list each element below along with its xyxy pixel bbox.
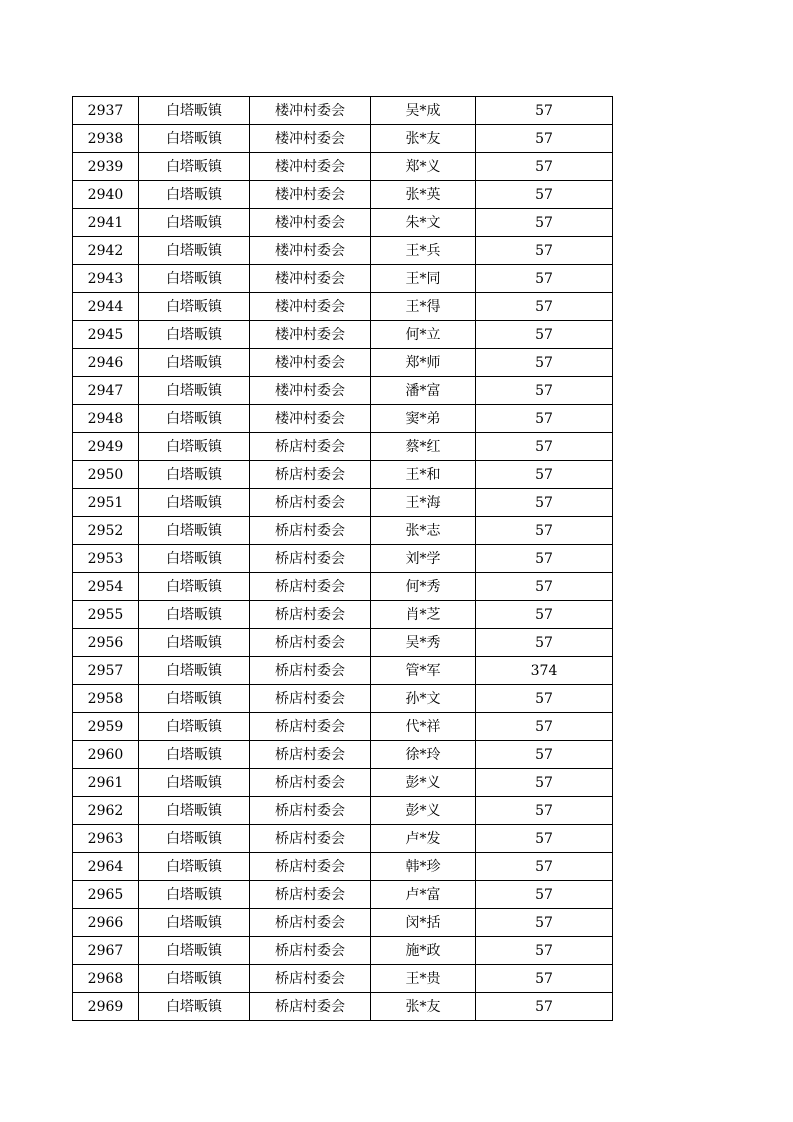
serial-number-cell: 2969 — [73, 993, 139, 1021]
table-row — [73, 937, 613, 965]
amount-cell: 57 — [476, 601, 613, 629]
table-row — [73, 461, 613, 489]
town-cell: 白塔畈镇 — [139, 489, 250, 517]
town-cell: 白塔畈镇 — [139, 265, 250, 293]
village-committee-cell: 桥店村委会 — [250, 881, 371, 909]
person-name-cell: 潘*富 — [371, 377, 476, 405]
person-name-cell: 管*军 — [371, 657, 476, 685]
serial-number-cell: 2959 — [73, 713, 139, 741]
table-row — [73, 237, 613, 265]
amount-cell: 57 — [476, 153, 613, 181]
village-committee-cell: 楼冲村委会 — [250, 97, 371, 125]
town-cell: 白塔畈镇 — [139, 937, 250, 965]
amount-cell: 57 — [476, 181, 613, 209]
table-row — [73, 209, 613, 237]
village-committee-cell: 桥店村委会 — [250, 741, 371, 769]
serial-number-cell: 2957 — [73, 657, 139, 685]
table-row — [73, 993, 613, 1021]
person-name-cell: 王*贵 — [371, 965, 476, 993]
town-cell: 白塔畈镇 — [139, 601, 250, 629]
amount-cell: 57 — [476, 685, 613, 713]
table-row — [73, 825, 613, 853]
serial-number-cell: 2956 — [73, 629, 139, 657]
town-cell: 白塔畈镇 — [139, 293, 250, 321]
table-row — [73, 965, 613, 993]
serial-number-cell: 2939 — [73, 153, 139, 181]
town-cell: 白塔畈镇 — [139, 237, 250, 265]
town-cell: 白塔畈镇 — [139, 685, 250, 713]
village-committee-cell: 楼冲村委会 — [250, 349, 371, 377]
serial-number-cell: 2963 — [73, 825, 139, 853]
serial-number-cell: 2958 — [73, 685, 139, 713]
serial-number-cell: 2950 — [73, 461, 139, 489]
town-cell: 白塔畈镇 — [139, 153, 250, 181]
person-name-cell: 王*兵 — [371, 237, 476, 265]
village-committee-cell: 桥店村委会 — [250, 461, 371, 489]
person-name-cell: 卢*发 — [371, 825, 476, 853]
serial-number-cell: 2961 — [73, 769, 139, 797]
village-committee-cell: 楼冲村委会 — [250, 321, 371, 349]
table-row — [73, 377, 613, 405]
amount-cell: 57 — [476, 237, 613, 265]
table-row — [73, 741, 613, 769]
serial-number-cell: 2966 — [73, 909, 139, 937]
person-name-cell: 朱*文 — [371, 209, 476, 237]
amount-cell: 57 — [476, 853, 613, 881]
serial-number-cell: 2949 — [73, 433, 139, 461]
town-cell: 白塔畈镇 — [139, 741, 250, 769]
village-committee-cell: 楼冲村委会 — [250, 237, 371, 265]
serial-number-cell: 2964 — [73, 853, 139, 881]
serial-number-cell: 2941 — [73, 209, 139, 237]
person-name-cell: 王*和 — [371, 461, 476, 489]
town-cell: 白塔畈镇 — [139, 517, 250, 545]
amount-cell: 57 — [476, 629, 613, 657]
village-committee-cell: 楼冲村委会 — [250, 265, 371, 293]
town-cell: 白塔畈镇 — [139, 321, 250, 349]
village-committee-cell: 桥店村委会 — [250, 489, 371, 517]
person-name-cell: 韩*珍 — [371, 853, 476, 881]
town-cell: 白塔畈镇 — [139, 657, 250, 685]
serial-number-cell: 2965 — [73, 881, 139, 909]
serial-number-cell: 2954 — [73, 573, 139, 601]
person-name-cell: 吴*秀 — [371, 629, 476, 657]
village-committee-cell: 桥店村委会 — [250, 517, 371, 545]
town-cell: 白塔畈镇 — [139, 125, 250, 153]
amount-cell: 374 — [476, 657, 613, 685]
serial-number-cell: 2944 — [73, 293, 139, 321]
person-name-cell: 施*政 — [371, 937, 476, 965]
person-name-cell: 彭*义 — [371, 797, 476, 825]
town-cell: 白塔畈镇 — [139, 881, 250, 909]
table-row — [73, 153, 613, 181]
amount-cell: 57 — [476, 433, 613, 461]
village-committee-cell: 桥店村委会 — [250, 797, 371, 825]
serial-number-cell: 2962 — [73, 797, 139, 825]
village-committee-cell: 桥店村委会 — [250, 909, 371, 937]
table-row — [73, 573, 613, 601]
town-cell: 白塔畈镇 — [139, 349, 250, 377]
table-row — [73, 489, 613, 517]
amount-cell: 57 — [476, 321, 613, 349]
roster-table-body — [73, 97, 613, 1021]
amount-cell: 57 — [476, 797, 613, 825]
person-name-cell: 徐*玲 — [371, 741, 476, 769]
person-name-cell: 孙*文 — [371, 685, 476, 713]
village-committee-cell: 楼冲村委会 — [250, 125, 371, 153]
serial-number-cell: 2953 — [73, 545, 139, 573]
town-cell: 白塔畈镇 — [139, 629, 250, 657]
amount-cell: 57 — [476, 265, 613, 293]
village-committee-cell: 桥店村委会 — [250, 853, 371, 881]
amount-cell: 57 — [476, 489, 613, 517]
table-row — [73, 657, 613, 685]
town-cell: 白塔畈镇 — [139, 853, 250, 881]
person-name-cell: 王*同 — [371, 265, 476, 293]
amount-cell: 57 — [476, 741, 613, 769]
amount-cell: 57 — [476, 769, 613, 797]
town-cell: 白塔畈镇 — [139, 405, 250, 433]
amount-cell: 57 — [476, 517, 613, 545]
table-row — [73, 713, 613, 741]
village-committee-cell: 桥店村委会 — [250, 601, 371, 629]
amount-cell: 57 — [476, 461, 613, 489]
table-row — [73, 881, 613, 909]
person-name-cell: 卢*富 — [371, 881, 476, 909]
amount-cell: 57 — [476, 993, 613, 1021]
town-cell: 白塔畈镇 — [139, 97, 250, 125]
amount-cell: 57 — [476, 377, 613, 405]
person-name-cell: 吴*成 — [371, 97, 476, 125]
serial-number-cell: 2951 — [73, 489, 139, 517]
table-row — [73, 125, 613, 153]
table-row — [73, 853, 613, 881]
village-committee-cell: 楼冲村委会 — [250, 181, 371, 209]
village-committee-cell: 楼冲村委会 — [250, 405, 371, 433]
village-committee-cell: 桥店村委会 — [250, 657, 371, 685]
person-name-cell: 郑*义 — [371, 153, 476, 181]
table-row — [73, 405, 613, 433]
serial-number-cell: 2968 — [73, 965, 139, 993]
town-cell: 白塔畈镇 — [139, 909, 250, 937]
person-name-cell: 彭*义 — [371, 769, 476, 797]
table-row — [73, 545, 613, 573]
village-committee-cell: 楼冲村委会 — [250, 153, 371, 181]
table-row — [73, 629, 613, 657]
person-name-cell: 王*得 — [371, 293, 476, 321]
serial-number-cell: 2942 — [73, 237, 139, 265]
town-cell: 白塔畈镇 — [139, 209, 250, 237]
amount-cell: 57 — [476, 349, 613, 377]
amount-cell: 57 — [476, 937, 613, 965]
person-name-cell: 窦*弟 — [371, 405, 476, 433]
village-committee-cell: 桥店村委会 — [250, 713, 371, 741]
table-row — [73, 321, 613, 349]
town-cell: 白塔畈镇 — [139, 433, 250, 461]
village-committee-cell: 桥店村委会 — [250, 433, 371, 461]
village-committee-cell: 桥店村委会 — [250, 993, 371, 1021]
town-cell: 白塔畈镇 — [139, 461, 250, 489]
person-name-cell: 张*英 — [371, 181, 476, 209]
person-name-cell: 何*立 — [371, 321, 476, 349]
serial-number-cell: 2938 — [73, 125, 139, 153]
serial-number-cell: 2952 — [73, 517, 139, 545]
person-name-cell: 张*友 — [371, 993, 476, 1021]
serial-number-cell: 2947 — [73, 377, 139, 405]
table-row — [73, 769, 613, 797]
table-row — [73, 517, 613, 545]
serial-number-cell: 2960 — [73, 741, 139, 769]
amount-cell: 57 — [476, 965, 613, 993]
table-row — [73, 97, 613, 125]
person-name-cell: 闵*括 — [371, 909, 476, 937]
person-name-cell: 何*秀 — [371, 573, 476, 601]
amount-cell: 57 — [476, 881, 613, 909]
table-row — [73, 797, 613, 825]
village-committee-cell: 桥店村委会 — [250, 545, 371, 573]
town-cell: 白塔畈镇 — [139, 965, 250, 993]
amount-cell: 57 — [476, 293, 613, 321]
amount-cell: 57 — [476, 545, 613, 573]
serial-number-cell: 2940 — [73, 181, 139, 209]
town-cell: 白塔畈镇 — [139, 797, 250, 825]
person-name-cell: 郑*师 — [371, 349, 476, 377]
town-cell: 白塔畈镇 — [139, 377, 250, 405]
amount-cell: 57 — [476, 125, 613, 153]
person-name-cell: 蔡*红 — [371, 433, 476, 461]
town-cell: 白塔畈镇 — [139, 993, 250, 1021]
village-committee-cell: 桥店村委会 — [250, 769, 371, 797]
village-committee-cell: 桥店村委会 — [250, 965, 371, 993]
town-cell: 白塔畈镇 — [139, 181, 250, 209]
table-row — [73, 909, 613, 937]
table-row — [73, 433, 613, 461]
person-name-cell: 肖*芝 — [371, 601, 476, 629]
village-committee-cell: 楼冲村委会 — [250, 377, 371, 405]
person-name-cell: 刘*学 — [371, 545, 476, 573]
serial-number-cell: 2955 — [73, 601, 139, 629]
village-committee-cell: 楼冲村委会 — [250, 209, 371, 237]
table-row — [73, 349, 613, 377]
amount-cell: 57 — [476, 825, 613, 853]
table-row — [73, 601, 613, 629]
amount-cell: 57 — [476, 209, 613, 237]
roster-table — [72, 96, 613, 1021]
serial-number-cell: 2948 — [73, 405, 139, 433]
table-row — [73, 265, 613, 293]
town-cell: 白塔畈镇 — [139, 573, 250, 601]
town-cell: 白塔畈镇 — [139, 545, 250, 573]
serial-number-cell: 2943 — [73, 265, 139, 293]
person-name-cell: 张*志 — [371, 517, 476, 545]
village-committee-cell: 桥店村委会 — [250, 573, 371, 601]
amount-cell: 57 — [476, 97, 613, 125]
town-cell: 白塔畈镇 — [139, 769, 250, 797]
village-committee-cell: 桥店村委会 — [250, 825, 371, 853]
person-name-cell: 代*祥 — [371, 713, 476, 741]
village-committee-cell: 楼冲村委会 — [250, 293, 371, 321]
amount-cell: 57 — [476, 713, 613, 741]
village-committee-cell: 桥店村委会 — [250, 685, 371, 713]
serial-number-cell: 2937 — [73, 97, 139, 125]
amount-cell: 57 — [476, 909, 613, 937]
table-row — [73, 293, 613, 321]
table-row — [73, 181, 613, 209]
person-name-cell: 王*海 — [371, 489, 476, 517]
table-row — [73, 685, 613, 713]
serial-number-cell: 2946 — [73, 349, 139, 377]
serial-number-cell: 2945 — [73, 321, 139, 349]
village-committee-cell: 桥店村委会 — [250, 937, 371, 965]
amount-cell: 57 — [476, 573, 613, 601]
amount-cell: 57 — [476, 405, 613, 433]
serial-number-cell: 2967 — [73, 937, 139, 965]
town-cell: 白塔畈镇 — [139, 825, 250, 853]
village-committee-cell: 桥店村委会 — [250, 629, 371, 657]
town-cell: 白塔畈镇 — [139, 713, 250, 741]
person-name-cell: 张*友 — [371, 125, 476, 153]
